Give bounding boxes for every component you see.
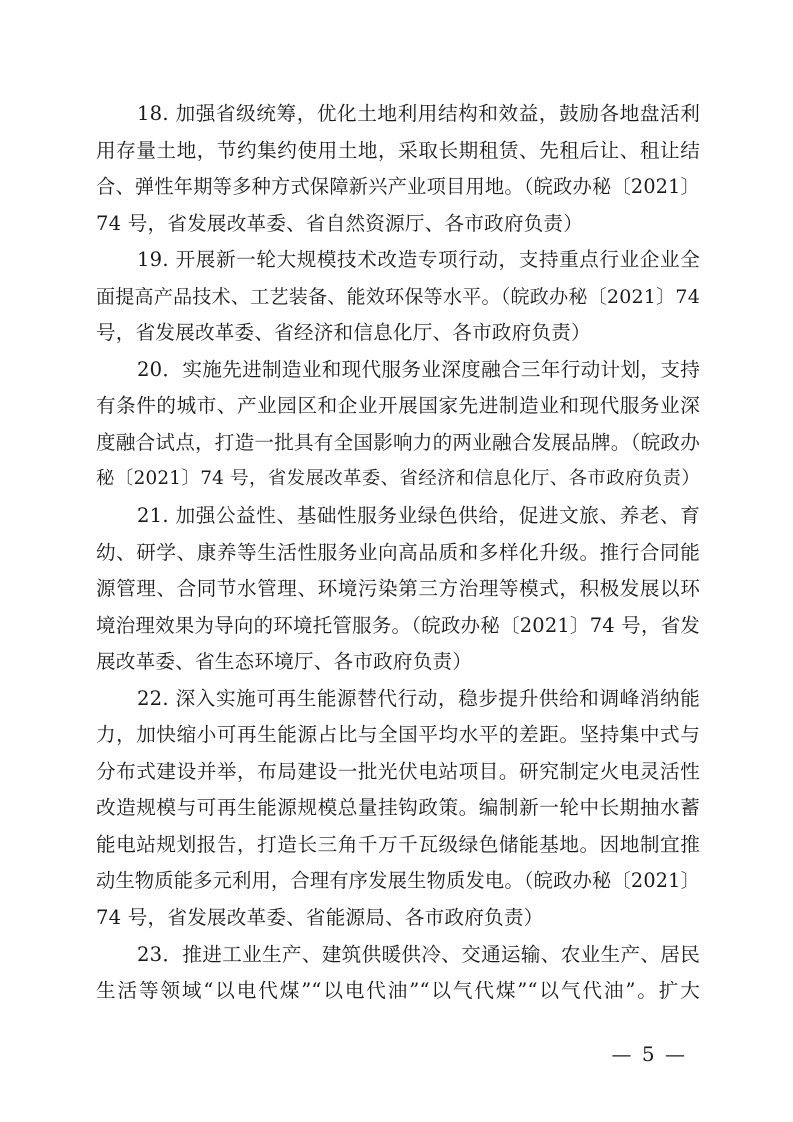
text-line: 度融合试点，打造一批具有全国影响力的两业融合发展品牌。（皖政办: [96, 430, 700, 454]
text-line: 分布式建设并举，布局建设一批光伏电站项目。研究制定火电灵活性: [96, 759, 700, 783]
text-line: 号，省发展改革委、省经济和信息化厅、各市政府负责）: [96, 321, 591, 345]
text-line: 22. 深入实施可再生能源替代行动，稳步提升供给和调峰消纳能: [137, 686, 700, 710]
text-line: 20．实施先进制造业和现代服务业深度融合三年行动计划，支持: [137, 357, 700, 381]
text-line: 境治理效果为导向的环境托管服务。（皖政办秘〔2021〕74 号，省发: [96, 613, 700, 637]
text-line: 幼、研学、康养等生活性服务业向高品质和多样化升级。推行合同能: [96, 540, 700, 564]
text-line: 动生物质能多元利用，合理有序发展生物质发电。（皖政办秘〔2021〕: [96, 869, 700, 893]
text-line: 74 号，省发展改革委、省自然资源厅、各市政府负责）: [96, 211, 584, 235]
text-line: 74 号，省发展改革委、省能源局、各市政府负责）: [96, 906, 544, 930]
text-line: 源管理、合同节水管理、环境污染第三方治理等模式，积极发展以环: [96, 577, 700, 601]
text-line: 能电站规划报告，打造长三角千万千瓦级绿色储能基地。因地制宜推: [96, 832, 700, 856]
text-line: 18. 加强省级统筹，优化土地利用结构和效益，鼓励各地盘活利: [137, 102, 700, 125]
document-body: [96, 96, 700, 1010]
text-line: 21. 加强公益性、基础性服务业绿色供给，促进文旅、养老、育: [137, 504, 700, 528]
text-line: 23．推进工业生产、建筑供暖供冷、交通运输、农业生产、居民: [137, 942, 700, 966]
text-line: 秘〔2021〕74 号，省发展改革委、省经济和信息化厅、各市政府负责）: [96, 468, 700, 490]
text-line: 合、弹性年期等多种方式保障新兴产业项目用地。（皖政办秘〔2021〕: [96, 175, 700, 199]
page-number: — 5 —: [611, 1042, 687, 1066]
text-line: 用存量土地，节约集约使用土地，采取长期租赁、先租后让、租让结: [96, 138, 700, 162]
text-line: 改造规模与可再生能源规模总量挂钩政策。编制新一轮中长期抽水蓄: [96, 796, 700, 820]
text-line: 19. 开展新一轮大规模技术改造专项行动，支持重点行业企业全: [137, 248, 700, 272]
text-line: 力，加快缩小可再生能源占比与全国平均水平的差距。坚持集中式与: [96, 723, 700, 747]
text-line: 面提高产品技术、工艺装备、能效环保等水平。（皖政办秘〔2021〕74: [96, 285, 700, 308]
text-line: 有条件的城市、产业园区和企业开展国家先进制造业和现代服务业深: [96, 394, 700, 418]
text-line: 展改革委、省生态环境厅、各市政府负责）: [96, 650, 473, 674]
text-line: 生活等领域“以电代煤”“以电代油”“以气代煤”“以气代油”。扩大: [96, 979, 700, 1003]
